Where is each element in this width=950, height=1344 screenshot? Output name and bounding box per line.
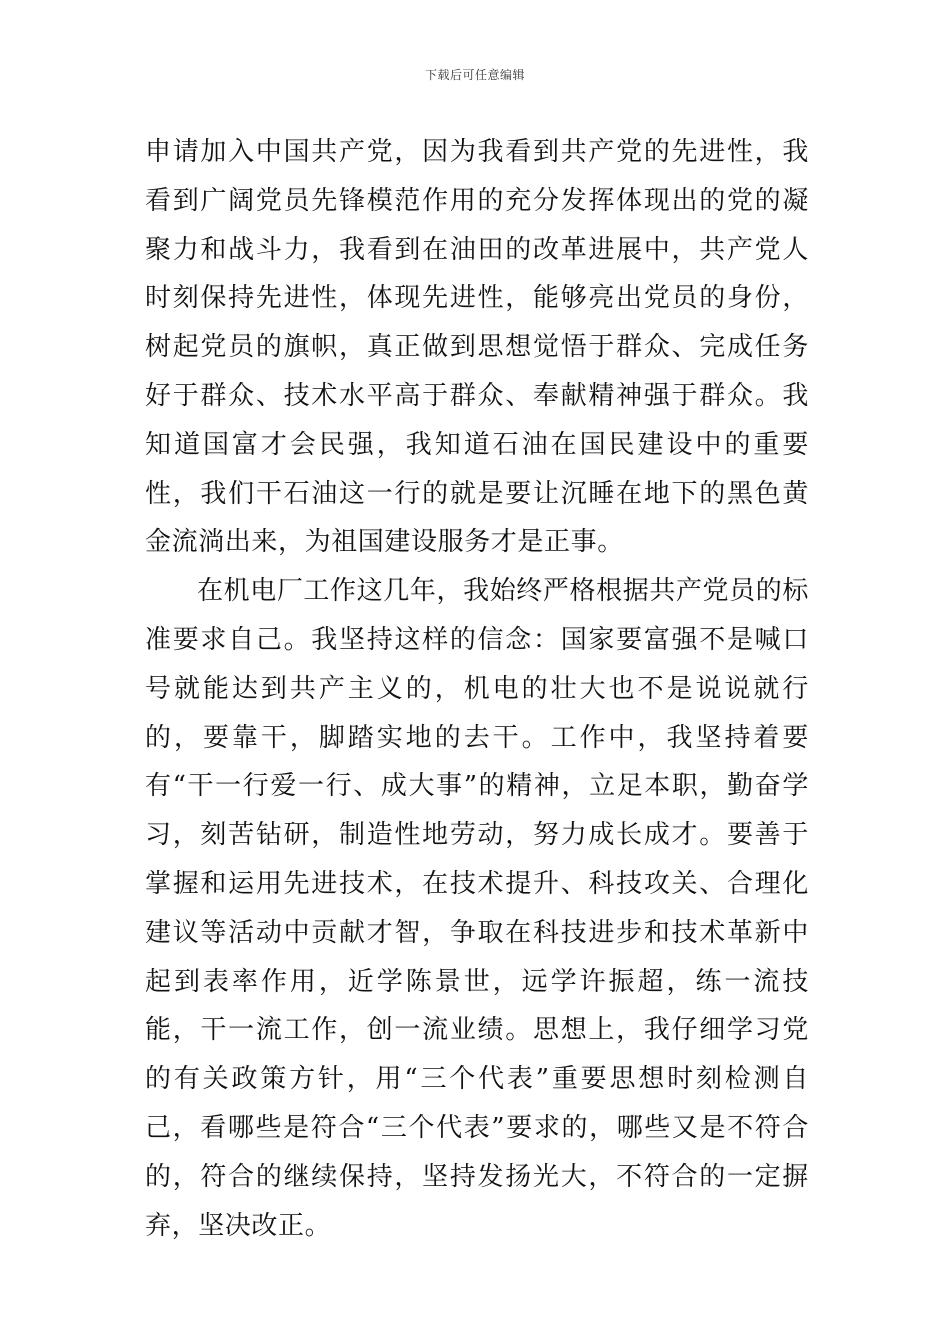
paragraph-2: 在机电厂工作这几年，我始终严格根据共产党员的标准要求自己。我坚持这样的信念：国家要富强不是喊口号就能达到共产主义的，机电的壮大也不是说说就行的，要靠干，脚踏实地的去干。工作中，我坚持着要有“干一行爱一行、成大事”的精神，立足本职，勤奋学习，刻苦钻研，制造性地劳动，努力成长成才。要善于掌握和运用先进技术，在技术提升、科技攻关、合理化建议等活动中贡献才智，争取在科技进步和技术革新中起到表率作用，近学陈景世，远学许振超，练一流技能，干一流工作，创一流业绩。思想上，我仔细学习党的有关政策方针，用“三个代表”重要思想时刻检测自己，看哪些是符合“三个代表”要求的，哪些又是不符合的，符合的继续保持，坚持发扬光大，不符合的一定摒弃，坚决改正。 <box>145 576 809 1241</box>
header-note: 下载后可任意编辑 <box>424 68 525 82</box>
document-body <box>145 128 809 1250</box>
paragraph-1: 申请加入中国共产党，因为我看到共产党的先进性，我看到广阔党员先锋模范作用的充分发挥体现出的党的凝聚力和战斗力，我看到在油田的改革进展中，共产党人时刻保持先进性，体现先进性，能够亮出党员的身份，树起党员的旗帜，真正做到思想觉悟于群众、完成任务好于群众、技术水平高于群众、奉献精神强于群众。我知道国富才会民强，我知道石油在国民建设中的重要性，我们干石油这一行的就是要让沉睡在地下的黑色黄金流淌出来，为祖国建设服务才是正事。 <box>145 137 809 558</box>
